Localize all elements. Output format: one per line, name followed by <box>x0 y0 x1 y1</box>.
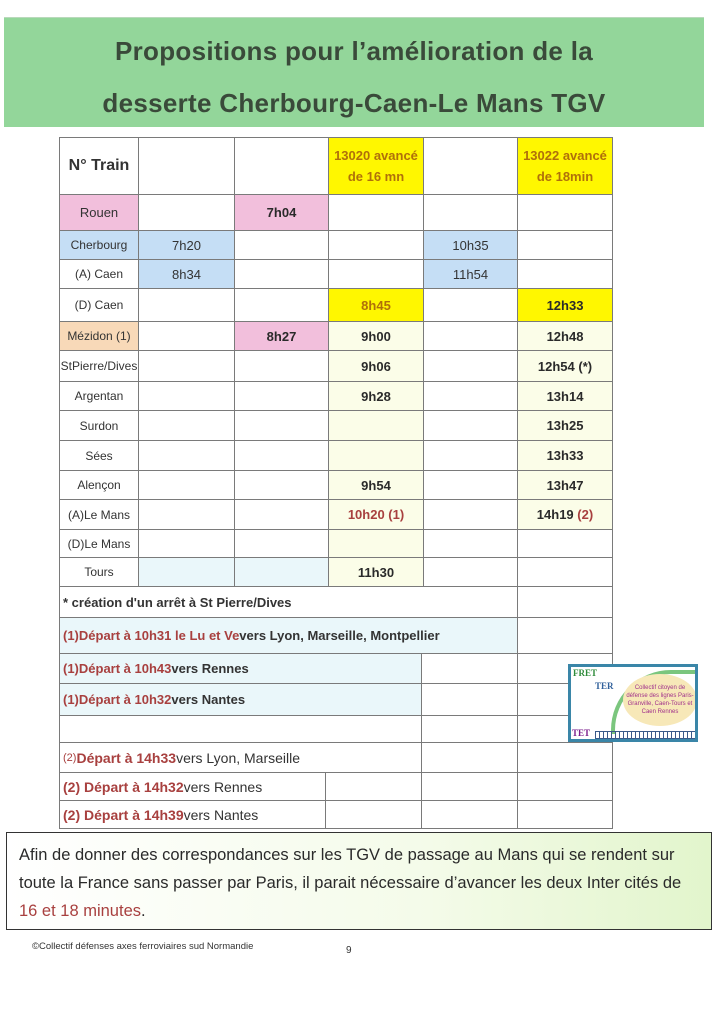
cell <box>517 194 613 231</box>
footer-copyright: ©Collectif défenses axes ferroviaires sud Normandie <box>32 941 254 952</box>
logo-fret: FRET <box>573 668 598 678</box>
cell <box>234 470 329 500</box>
cell <box>138 410 235 441</box>
note-rest: vers Rennes <box>171 661 249 676</box>
cell <box>234 288 329 322</box>
header-train-13022 <box>517 137 613 195</box>
collectif-logo <box>568 664 698 742</box>
time-cell: 9h00 <box>328 321 424 351</box>
header-empty-4 <box>423 137 518 195</box>
time-cell: 9h54 <box>328 470 424 500</box>
cell <box>328 529 424 558</box>
station-tours: Tours <box>59 557 139 587</box>
note-2-nantes <box>59 800 326 829</box>
cell <box>423 321 518 351</box>
time-cell: 10h35 <box>423 230 518 260</box>
cell <box>423 381 518 411</box>
time-cell: 8h27 <box>234 321 329 351</box>
station-rouen: Rouen <box>59 194 139 231</box>
header-13022-line1: 13022 avancé <box>523 148 607 163</box>
time-cell: 7h20 <box>138 230 235 260</box>
cell <box>421 715 518 743</box>
time-cell: 12h48 <box>517 321 613 351</box>
station-surdon: Surdon <box>59 410 139 441</box>
station-stpierre-dives: StPierre/Dives <box>59 350 139 382</box>
title-line-2: desserte Cherbourg-Caen-Le Mans TGV <box>102 88 606 118</box>
note-rest: vers Rennes <box>183 778 263 795</box>
cell <box>423 410 518 441</box>
cell <box>138 499 235 530</box>
note-red: (1)Départ à 10h31 le Lu et Ve <box>63 628 240 643</box>
title-line-1: Propositions pour l’amélioration de la <box>114 36 594 66</box>
station-sees: Sées <box>59 440 139 471</box>
note-prefix: (2) <box>63 751 77 764</box>
time-cell: 12h54 (*) <box>517 350 613 382</box>
cell <box>421 653 518 684</box>
note-red: (2) Départ à 14h39 <box>63 806 184 823</box>
logo-bubble-text: Collectif citoyen de défense des lignes Paris-Granville, Caen-Tours et Caen Rennes <box>623 674 697 726</box>
cell <box>421 772 518 801</box>
cell <box>423 470 518 500</box>
cell <box>234 529 329 558</box>
logo-ter: TER <box>595 681 614 691</box>
header-empty-1 <box>138 137 235 195</box>
cell <box>325 772 422 801</box>
cell <box>234 557 329 587</box>
cell <box>234 381 329 411</box>
station-a-caen: (A) Caen <box>59 259 139 289</box>
cell <box>138 470 235 500</box>
header-train-13020 <box>328 137 424 195</box>
note-red: (1)Départ à 10h43 <box>63 661 172 676</box>
cell <box>234 499 329 530</box>
time-cell: 9h06 <box>328 350 424 382</box>
cell <box>234 410 329 441</box>
cell <box>234 350 329 382</box>
time-cell: 10h20 (1) <box>328 499 424 530</box>
header-empty-2 <box>234 137 329 195</box>
cell <box>423 440 518 471</box>
time-cell <box>517 499 613 530</box>
note-2-lyon <box>59 742 422 773</box>
cell <box>138 440 235 471</box>
station-argentan: Argentan <box>59 381 139 411</box>
cell <box>328 230 424 260</box>
cell <box>423 288 518 322</box>
station-d-caen: (D) Caen <box>59 288 139 322</box>
time-value: 14h19 <box>536 507 574 522</box>
railway-track-icon <box>595 731 697 739</box>
cell <box>234 259 329 289</box>
summary-box <box>6 832 712 930</box>
time-cell: 8h45 <box>328 288 424 322</box>
page-number: 9 <box>346 945 352 956</box>
title-banner <box>4 17 704 127</box>
cell <box>138 557 235 587</box>
cell <box>59 715 422 743</box>
cell <box>517 557 613 587</box>
note-red: (2) Départ à 14h32 <box>63 778 184 795</box>
note-red: (1)Départ à 10h32 <box>63 692 172 707</box>
cell <box>517 772 613 801</box>
cell <box>234 440 329 471</box>
header-13022-line2: de 18min <box>536 169 594 184</box>
note-1-lyon <box>59 617 518 654</box>
time-cell: 11h54 <box>423 259 518 289</box>
header-13020-line2: de 16 mn <box>347 169 405 184</box>
logo-tet: TET <box>572 728 591 738</box>
cell <box>423 529 518 558</box>
header-13020-line1: 13020 avancé <box>334 148 418 163</box>
note-2-rennes <box>59 772 326 801</box>
time-cell: 13h14 <box>517 381 613 411</box>
cell <box>517 617 613 654</box>
station-cherbourg: Cherbourg <box>59 230 139 260</box>
cell <box>234 230 329 260</box>
note-red: Départ à 14h33 <box>76 749 177 766</box>
time-cell: 8h34 <box>138 259 235 289</box>
cell <box>517 529 613 558</box>
cell <box>517 586 613 618</box>
station-alencon: Alençon <box>59 470 139 500</box>
header-train-label: N° Train <box>59 137 139 195</box>
cell <box>325 800 422 829</box>
note-rest: vers Lyon, Marseille <box>176 749 301 766</box>
cell <box>421 683 518 716</box>
time-cell: 9h28 <box>328 381 424 411</box>
cell <box>138 381 235 411</box>
summary-highlight: 16 et 18 minutes <box>19 902 141 920</box>
note-star: * création d'un arrêt à St Pierre/Dives <box>59 586 518 618</box>
time-cell: 13h47 <box>517 470 613 500</box>
cell <box>517 230 613 260</box>
cell <box>328 410 424 441</box>
cell <box>138 529 235 558</box>
footnote-ref: (2) <box>577 507 594 522</box>
time-cell: 13h25 <box>517 410 613 441</box>
summary-text: Afin de donner des correspondances sur les TGV de passage au Mans qui se rendent sur toute la France sans passer par Paris, il parait nécessaire d’avancer les deux Inter cités de <box>19 846 682 892</box>
cell <box>421 800 518 829</box>
note-rest: vers Lyon, Marseille, Montpellier <box>239 628 440 643</box>
summary-end: . <box>141 902 146 920</box>
cell <box>138 194 235 231</box>
cell <box>328 194 424 231</box>
station-a-le-mans: (A)Le Mans <box>59 499 139 530</box>
time-cell: 13h33 <box>517 440 613 471</box>
note-rest: vers Nantes <box>171 692 246 707</box>
station-d-le-mans: (D)Le Mans <box>59 529 139 558</box>
time-cell: 7h04 <box>234 194 329 231</box>
cell <box>423 499 518 530</box>
cell <box>517 800 613 829</box>
station-mezidon: Mézidon (1) <box>59 321 139 351</box>
note-rest: vers Nantes <box>183 806 259 823</box>
note-1-nantes <box>59 683 422 716</box>
cell <box>138 350 235 382</box>
cell <box>328 440 424 471</box>
time-cell: 11h30 <box>328 557 424 587</box>
cell <box>421 742 518 773</box>
cell <box>517 742 613 773</box>
cell <box>138 321 235 351</box>
cell <box>328 259 424 289</box>
cell <box>517 259 613 289</box>
cell <box>423 557 518 587</box>
cell <box>423 194 518 231</box>
cell <box>138 288 235 322</box>
note-1-rennes <box>59 653 422 684</box>
cell <box>423 350 518 382</box>
time-cell: 12h33 <box>517 288 613 322</box>
